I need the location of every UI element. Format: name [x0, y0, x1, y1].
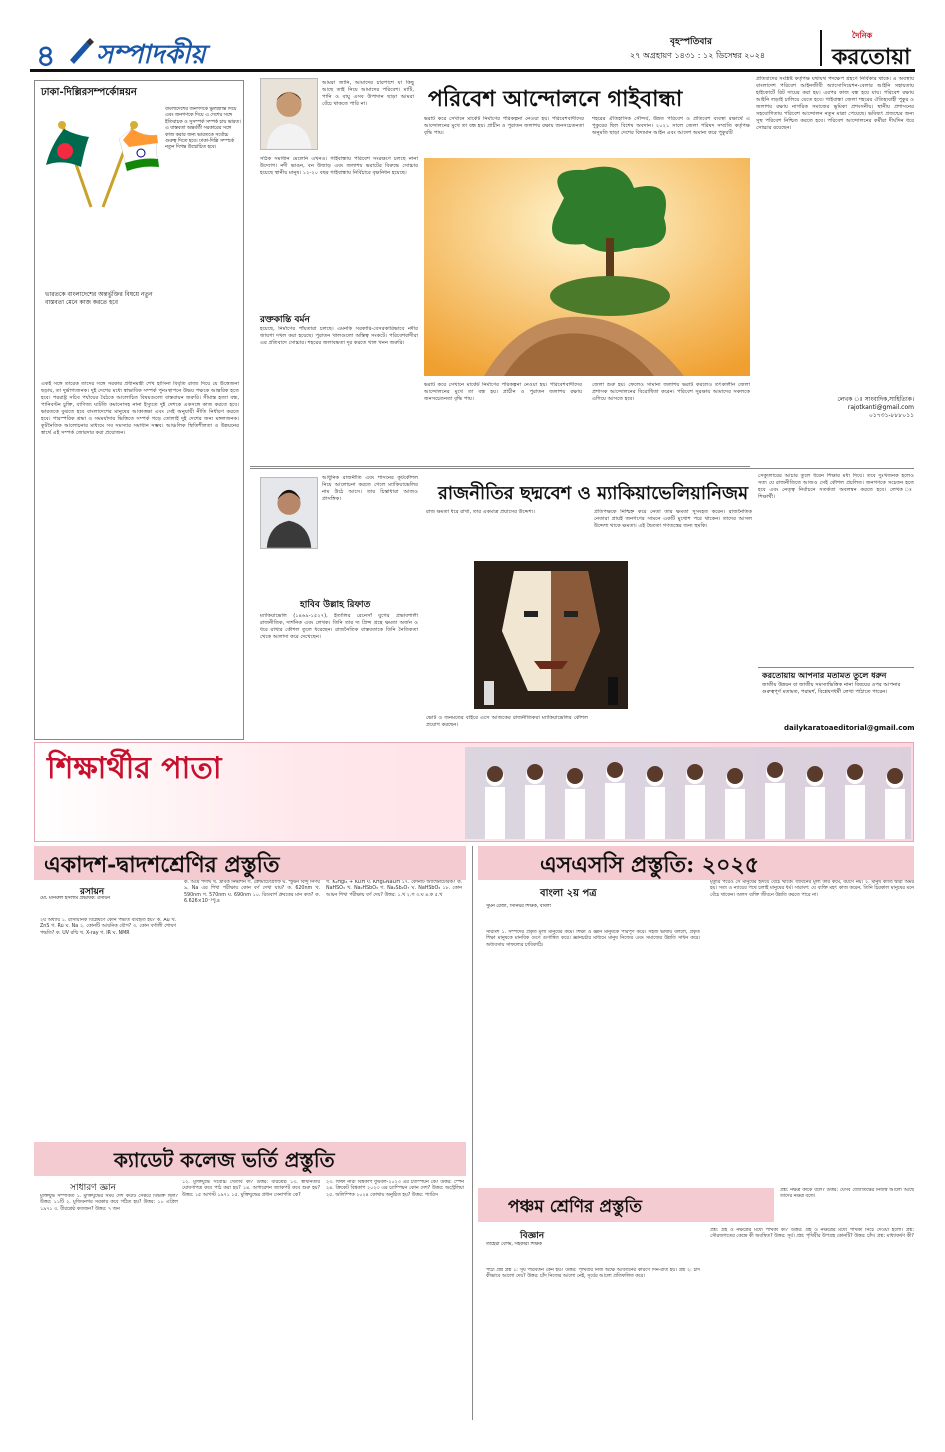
env-sign-email: rajotkanti@gmail.com: [847, 404, 914, 411]
class5-col1: পাঠ্য প্রশ্ন প্রশ্ন ১: সূর্য পরিবর্তন কেন হয়? উত্তর: পৃথিবীর নিজ অক্ষে আবর্তনের কারণে দিন-রাত হয়। প্রশ্ন ২: চাঁদ কীভাবে আলো দেয়? উত্তর: চাঁদ নিজের আলো নেই, সূর্যের আলো প্রতিফলিত করে।: [486, 1268, 700, 1280]
env-upper-text-2: ভরাট করে সেখানে মার্কেট নির্মাণের পরিকল্পনা নেওয়া হয়। পরিবেশবাদীদের আন্দোলনের মুখে তা বন্ধ হয়। প্রাচীন ও পুরাতন জলাশয় রক্ষায় জনসচেতনতা বৃদ্ধি পায়।: [424, 116, 584, 136]
author-portrait-2: [260, 477, 318, 549]
dhaka-side-text: বাংলাদেশের জনগণকে ভুলভ্রান্তি দিয়ে এবং জনগণকে দিয়ে এ দেশের সঙ্গে ইতিবাচক ও সুসম্পর্ক সম্পর্ক চায় ভারত। এ বাস্তবতা অন্তর্বর্তী সরকারের সঙ্গে কাজ করার জন্য ভারতকে সর্বোচ্চ গুরুত্ব দিতে হবে। ঢাকা-দিল্লি সম্পর্কে নতুন দিগন্ত উন্মোচিত হবে।: [165, 107, 241, 151]
paper-logo-main: করতোয়া: [832, 44, 911, 70]
pol-col3: প্রতিপক্ষকে নিশ্চিহ্ন করে নেতা তার ক্ষমতা সুসংহত করেন। রাজনৈতিক নেতারা প্রায়ই জনগণের সামনে একটি মুখোশ পরে থাকেন। তাদের আসল উদ্দেশ্য থাকে ক্ষমতা। এই দ্বৈততা গণতন্ত্রের জন্য হুমকি।: [594, 509, 752, 529]
students-photo: [465, 747, 911, 839]
env-intro: আমরা জানি, আমাদের চারপাশে যা কিছু আছে তাই নিয়ে আমাদের পরিবেশ। মাটি, পানি ও বায়ু এসব উপাদান ছাড়া আমরা বেঁচে থাকতে পারি না।: [322, 80, 414, 107]
ssc-col1: সারাংশ ১. সম্পদের প্রকৃত মূল্য মানুষের কর্মে। শিক্ষা ও জ্ঞান মানুষকে পরিপূর্ণ করে। সহজ ভাষায় বললে, প্রকৃত শিক্ষা মানুষকে মানবিক গুণে গুণান্বিত করে। জ্ঞানচর্চার মাধ্যমে মানুষ নিজের এবং সমাজের উন্নতি সাধন করে। অধ্যবসায় সাফল্যের চাবিকাঠি।: [486, 930, 700, 948]
env-image: [424, 158, 750, 376]
class5-header: [478, 1188, 774, 1222]
env-author: রক্তকান্তি বর্মন: [260, 315, 310, 325]
row-divider: [250, 466, 750, 467]
env-col-d: জেলা শুরু হয়। ফেলেও সামান্য জলাশয় ভরাট করলেও তৎকালীন জেলা প্রশাসক আন্দোলনের বিরোধিতা করেন। পরিবেশ সুরক্ষায় আমাদের সকলকে এগিয়ে আসতে হবে।: [592, 382, 750, 402]
hsc-title: একাদশ-দ্বাদশশ্রেণির প্রস্তুতি: [44, 852, 280, 878]
banner-title: শিক্ষার্থীর পাতা: [47, 751, 222, 786]
ssc-col2: মৃত্যুর পরেও সে মানুষের হৃদয়ে বেঁচে থাকে। জীবনের মূল্য তার কর্মে, বয়সে নয়। ২. মানুষ কীর্তি দ্বারা অমর হয়। সত্য ও ন্যায়ের পথে চলাই মানুষের ধর্ম। সারাংশ: যে ব্যক্তি মহৎ কাজ করেন, তিনি চিরকাল মানুষের মনে বেঁচে থাকেন। অলস ব্যক্তি জীবনে উন্নতি করতে পারে না।: [710, 880, 914, 898]
env-upper-text: শহরের ঐতিহাসিক সৌন্দর্য, উন্নত পরিবেশ ও প্রতিবেশ ব্যবস্থা রক্ষার্থে এ পুকুরের ছিল বিশেষ অবদান। ২০২১ সালে জেলা পরিষদ সম্প্রতি কর্তৃপক্ষ অনুমতি ছাড়া দেশের বিদ্যমান আইন এবং আদেশ অমান্য করে পুকুরটি: [592, 116, 750, 136]
pol-col1: ম্যাকিয়াভেলি (১৪৬৯-১৫২৭), ইতালির রেনেসাঁ যুগের প্রভাবশালী রাজনীতিক, দার্শনিক এবং লেখক। তিনি তার দ্য প্রিন্স গ্রন্থে ক্ষমতা অর্জন ও ধরে রাখার কৌশল তুলে ধরেছেন। রাজনৈতিক বাস্তবতাকে তিনি নৈতিকতা থেকে আলাদা করে দেখেছেন।: [260, 613, 418, 640]
issue-date: ২৭ অগ্রহায়ণ ১৪৩১ : ১২ ডিসেম্বর ২০২৪: [630, 51, 766, 60]
pol-author: হাবিব উল্লাহ রিফাত: [300, 600, 371, 610]
pol-col4: সেক্যুলারের আচার তুলে ধরেন শিক্ষার মধ্য দিয়ে। তবে দুঃখজনক হলেও সত্য যে রাজনীতিতে আজও সেই কৌশল প্রচলিত। জনগণকে সচেতন হতে হবে এবং নেতৃত্ব নির্বাচনে সতর্কতা অবলম্বন করতে হবে। লেখক ঃ শিক্ষার্থী।: [758, 473, 914, 500]
author-portrait: [260, 78, 318, 150]
pol-col2b: ভোট ও জনমতের বাইরে এসে আজকের রাজনীতিকরা ম্যাকিয়াভেলির কৌশল প্রয়োগ করছেন।: [426, 715, 588, 728]
ssc-teacher: সুমন রেজা, সিনিয়র শিক্ষক, বাংলা: [486, 904, 551, 909]
env-signature: [756, 396, 914, 420]
opinion-notice: [758, 667, 914, 737]
env-col-b: হয়েছে, নির্মাণের পাঁয়তারা চলছে। এমনকি সরকারি-বেসরকারিভাবে নদীর জায়গা দখল করা হয়েছে। পুরাতন খালগুলো অস্তিত্ব সংকটে। পরিবেশবাদীরা এর প্রতিবাদে সোচ্চার। শহরের জলাবদ্ধতা দূর করতে খাল খনন জরুরি।: [260, 326, 418, 346]
cadet-title: ক্যাডেট কলেজ ভর্তি প্রস্তুতি: [114, 1148, 335, 1172]
class5-teacher: তাহেরা বেগম, সহকারী শিক্ষক: [486, 1242, 542, 1247]
dhaka-title: ঢাকা-দিল্লিরসম্পর্কোন্নয়ন: [41, 87, 137, 98]
ssc-header: [478, 846, 914, 880]
page-number: ৪: [36, 39, 56, 74]
hsc-col3: গ. K₂HgI₄ + KOH ঘ. KHgI₂NaOH ১৭. কোনটি অ্যাম্ফোটেরিক? ক. NaHSO₃ খ. Na₂HSbO₃ গ. Na₂Sb₂O₇ ঘ. NaHSbO₃ ১৮. কোন আয়ন শিখা পরীক্ষায় বর্ণ দেয়? উত্তর: ১.খ ২.গ ৩.ঘ ৪.ক ৫.খ: [326, 880, 462, 898]
pol-intro: আধুনিক রাজনীতি এবং শাসনের কূটকৌশল নিয়ে আলোচনা করতে গেলে ম্যাকিয়াভেলির নাম উঠে আসে। তার চিন্তাধারা আজও প্রাসঙ্গিক।: [322, 475, 418, 502]
env-col-a: সঠিক সমাধান মেলেনি এখনও। গাইবান্ধায় পরিবেশ সংরক্ষণে চলছে নানা উদ্যোগ। নদী ভাঙন, বন উজাড় এবং জলাশয় ভরাটের বিরুদ্ধে সোচ্চার হয়েছে স্থানীয় মানুষ। ১২-২০ বছর গাইবান্ধায় নির্বিচারে বৃক্ষনিধন হয়েছে।: [260, 156, 418, 176]
masthead: [30, 30, 915, 72]
issue-day: বৃহস্পতিবার: [670, 37, 712, 47]
notice-email: dailykaratoaeditorial@gmail.com: [784, 724, 915, 732]
env-article: [250, 76, 750, 466]
pen-icon: [66, 36, 94, 64]
hsc-subject: রসায়ন: [80, 887, 105, 897]
cadet-col3: ২৩. ফিফা নারী বিশ্বকাপ ফুটবল-২০২৩ এর চ্যাম্পিয়ন কে? উত্তর: স্পেন ২৪. ক্রিকেট বিশ্বকাপ ২০২৩ এর চ্যাম্পিয়ন কোন দেশ? উত্তর: অস্ট্রেলিয়া ২৫. অলিম্পিক ২০২৪ কোথায় অনুষ্ঠিত হয়? উত্তর: প্যারিস: [326, 1180, 464, 1198]
pol-article: [250, 468, 914, 740]
paper-logo-small: দৈনিক: [852, 31, 873, 40]
column-divider: [472, 846, 473, 1420]
student-page-banner: [34, 742, 914, 842]
ssc-subject: বাংলা ২য় পত্র: [540, 888, 597, 899]
notice-body: জাতীয় উন্নয়ন বা জাতীয় সমস্যাভিত্তিক নানা বিষয়ের ওপর আপনার গুরুত্বপূর্ণ মতামত, পরামর্শ, বিশ্লেষণধর্মী লেখা পাঠাতে পারেন।: [762, 682, 901, 695]
flags-image: [41, 107, 161, 213]
class5-col2: প্রশ্ন: গ্রহ ও নক্ষত্রের মধ্যে পার্থক্য কী? উত্তর: গ্রহ ও নক্ষত্রের মধ্যে পার্থক্য নিচে দেওয়া হলো। প্রশ্ন: সৌরজগতের কেন্দ্রে কী অবস্থিত? উত্তর: সূর্য। প্রশ্ন: পৃথিবীর উপগ্রহ কোনটি? উত্তর: চাঁদ। প্রশ্ন: মাধ্যাকর্ষণ কী?: [710, 1228, 914, 1240]
cadet-col1: মুক্তিযুদ্ধ সম্পর্কিত ১. মুক্তিযুদ্ধের সময় দেশ কয়টি সেক্টরে বিভক্ত ছিল? উত্তর: ১১টি ২. মুজিবনগর সরকার কবে গঠিত হয়? উত্তর: ১০ এপ্রিল ১৯৭১ ৩. বীরশ্রেষ্ঠ কতজন? উত্তর: ৭ জন: [40, 1194, 178, 1212]
cadet-subject: সাধারণ জ্ঞান: [70, 1183, 117, 1193]
pol-col2: রাজ ক্ষমতা ধরে রাখা, তার একমাত্র প্রয়াসের উদ্দেশ্য।: [426, 509, 535, 515]
hsc-header: [34, 846, 466, 880]
class5-title: পঞ্চম শ্রেণির প্রস্তুতি: [508, 1197, 642, 1217]
hsc-col2: ক. আর্দ্র পদার্থ খ. দ্রাবক নিষ্কাশন গ. ক্রোমাটোগ্রাফি ঘ. স্ফুটন বিন্দু নির্ণয় ৯. Na এর শিখা পরীক্ষায় কোন বর্ণ দেখা যায়? ক. 620nm খ. 590nm গ. 570nm ঘ. 690nm ১০. রিডবার্গ ধ্রুবকের মান কত? ক. 6.626×10⁻³⁴J.s: [184, 880, 320, 905]
dhaka-article: [34, 80, 244, 740]
section-title: সম্পাদকীয়: [96, 40, 206, 70]
paper-logo: [820, 30, 915, 70]
dhaka-body: একই সঙ্গে তারেক তাদের সঙ্গে সরকার প্রধানমন্ত্রী শেখ হাসিনা বিবৃতি রাজ্য দিয়ে যে উত্তেজনা ছড়ায়, তা দুর্ভাগ্যজনক। দুই দেশের মধ্যে স্বাভাবিক সম্পর্ক পুনঃস্থাপনে উভয় পক্ষকে আন্তরিক হতে হবে। পররাষ্ট্র সচিব পর্যায়ের বৈঠকে আলোচিত বিষয়গুলো বাস্তবায়ন জরুরি। সীমান্ত হত্যা বন্ধ, পানিবণ্টন চুক্তি, বাণিজ্য ঘাটতি কমানোসহ নানা ইস্যুতে দুই দেশকে একসঙ্গে কাজ করতে হবে। ভারতকে বুঝতে হবে বাংলাদেশের মানুষের আকাঙ্ক্ষা এবং সেই অনুযায়ী নীতি নির্ধারণ করতে হবে। পারস্পরিক শ্রদ্ধা ও সমমর্যাদার ভিত্তিতে সম্পর্ক গড়ে তোলাই দুই দেশের জন্য মঙ্গলজনক। কূটনৈতিক আলোচনার মাধ্যমে সব সমস্যার সমাধান সম্ভব। আঞ্চলিক স্থিতিশীলতা ও উন্নয়নের স্বার্থে এই সম্পর্ক জোরদার করা প্রয়োজন।: [41, 381, 239, 436]
env-sign-phone: ০১৭৩১-৮৮৮০১১: [868, 412, 914, 419]
pol-headline: রাজনীতির ছদ্মবেশ ও ম্যাকিয়াভেলিয়ানিজম: [438, 483, 749, 504]
ssc-title: এসএসসি প্রস্তুতি: ২০২৫: [540, 852, 760, 878]
class5-subject: বিজ্ঞান: [520, 1231, 545, 1241]
cadet-col2: ১২. মুক্তিযুদ্ধে সর্বোচ্চ খেতাব কী? উত্তর: বীরশ্রেষ্ঠ ১৩. স্বাধীনতার ঘোষণাপত্র কবে পাঠ করা হয়? ১৪. অপারেশন জ্যাকপট কবে শুরু হয়? উত্তর: ১৫ আগস্ট ১৯৭১ ১৫. মুক্তিযুদ্ধের প্রধান সেনাপতি কে?: [182, 1180, 320, 1198]
cadet-header: [34, 1142, 466, 1176]
dhaka-caption: ভারতকে বাংলাদেশের অন্তর্ভুক্তির বিষয়ে নতুন বাস্তবতা মেনে কাজ করতে হবে: [45, 291, 153, 306]
env-col-c: ভরাট করে সেখানে মার্কেট নির্মাণের পরিকল্পনা নেওয়া হয়। পরিবেশবাদীদের আন্দোলনের মুখে তা বন্ধ হয়। প্রাচীন ও পুরাতন জলাশয় রক্ষায় জনসচেতনতা বৃদ্ধি পায়।: [424, 382, 582, 402]
env-sign-line1: লেখক ঃ সাংবাদিক,সাহিত্যিক।: [837, 396, 914, 403]
env-continuation: প্রতিবাদের সংশ্লিষ্ট কর্তৃপক্ষ যথাযথ পদক্ষেপ গ্রহণে নির্বিকার থাকে। এ অবস্থায় বাংলাদেশ পরিবেশ আইনজীবী অ্যাসোসিয়েশন-বেলার আইনি সহায়তায় হাইকোর্টে রিট দায়ের করা হয়। এরপর কাজ বন্ধ হয়ে যায়। পরিবেশ রক্ষায় আইনি লড়াই চালিয়ে যেতে হবে। গাইবান্ধা জেলা শহরের ঐতিহ্যবাহী পুকুর ও জলাশয় রক্ষায় নাগরিক সমাজের ভূমিকা প্রশংসনীয়। স্থানীয় প্রশাসনের সহযোগিতায় পরিবেশ আন্দোলন নতুন মাত্রা পেয়েছে। ভবিষ্যৎ প্রজন্মের জন্য সুস্থ পরিবেশ নিশ্চিত করতে হবে। পরিবেশ আন্দোলনের কর্মীরা দীর্ঘদিন ধরে সোচ্চার রয়েছেন।: [756, 76, 914, 131]
hsc-teacher: মো. মনিরুল ইসলাম প্রভাষক: রসায়ন: [40, 896, 111, 901]
env-headline: পরিবেশ আন্দোলনে গাইবান্ধা: [428, 86, 683, 112]
hsc-col1: ২য় অধ্যায় ১. রাসায়নিক বিশ্লেষণে কোন পদ্ধতি ব্যবহৃত হয়? ক. Au খ. ZnS গ. Ru ঘ. Na ২. কোনটি আয়নিক যৌগ? ৩. কোন বর্ণালী শোষণ পদ্ধতি? ক. UV রশ্মি খ. X-ray গ. IR ঘ. NMR: [40, 918, 176, 936]
notice-title: করতোয়ায় আপনার মতামত তুলে ধরুন: [762, 671, 887, 680]
class5-col2b: প্রশ্ন: নক্ষত্র কাকে বলে? উত্তর: যেসব জ্যোতিষ্কের নিজস্ব আলো আছে তাদের নক্ষত্র বলে।: [780, 1188, 914, 1200]
